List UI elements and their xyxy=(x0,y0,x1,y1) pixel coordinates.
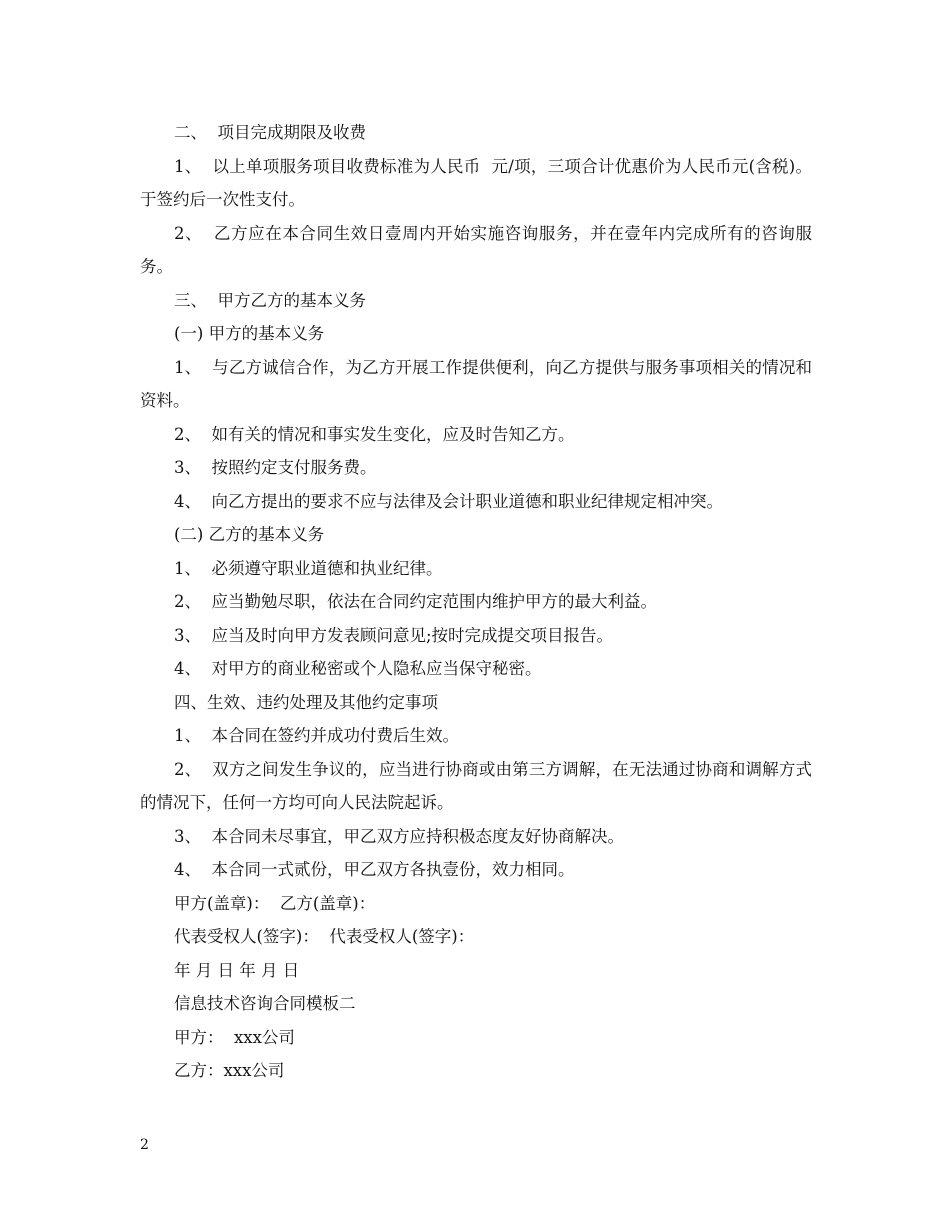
clause-a-2: 2、 如有关的情况和事实发生变化，应及时告知乙方。 xyxy=(174,424,575,444)
clause-a-3: 3、 按照约定支付服务费。 xyxy=(174,458,377,477)
party-b-name: 乙方：xxx公司 xyxy=(174,1061,285,1080)
clause-4-3: 3、 本合同未尽事宜，甲乙双方应持积极态度友好协商解决。 xyxy=(174,826,624,846)
clause-2-2: 2、 乙方应在本合同生效日壹周内开始实施咨询服务，并在壹年内完成所有的咨询服务。 xyxy=(140,223,812,276)
clause-4-4: 4、 本合同一式贰份，甲乙双方各执壹份，效力相同。 xyxy=(174,860,575,879)
template-two-title: 信息技术咨询合同模板二 xyxy=(174,994,356,1013)
section-heading-3: 三、 甲方乙方的基本义务 xyxy=(174,290,366,310)
clause-b-2: 2、 应当勤勉尽职，依法在合同约定范围内维护甲方的最大利益。 xyxy=(174,592,657,611)
clause-4-2: 2、 双方之间发生争议的，应当进行协商或由第三方调解，在无法通过协商和调解方式的情况下，任何一方均可向人民法院起诉。 xyxy=(140,759,812,812)
subsection-heading-party-a: (一) 甲方的基本义务 xyxy=(174,324,325,343)
clause-a-4: 4、 向乙方提出的要求不应与法律及会计职业道德和职业纪律规定相冲突。 xyxy=(174,491,723,511)
date-line: 年 月 日 年 月 日 xyxy=(174,960,300,980)
clause-a-1: 1、 与乙方诚信合作，为乙方开展工作提供便利，向乙方提供与服务事项相关的情况和资料。 xyxy=(140,357,812,410)
clause-2-1: 1、 以上单项服务项目收费标准为人民币 元/项，三项合计优惠价为人民币元(含税)。于签约后一次性支付。 xyxy=(140,156,812,209)
subsection-heading-party-b: (二) 乙方的基本义务 xyxy=(174,525,325,544)
clause-b-3: 3、 应当及时向甲方发表顾问意见;按时完成提交项目报告。 xyxy=(174,625,614,645)
clause-b-1: 1、 必须遵守职业道德和执业纪律。 xyxy=(174,558,443,578)
seal-line: 甲方(盖章)： 乙方(盖章)： xyxy=(174,893,376,913)
party-a-name: 甲方： xxx公司 xyxy=(174,1027,295,1047)
page-number: 2 xyxy=(140,1137,149,1153)
document-body xyxy=(140,116,812,1088)
clause-b-4: 4、 对甲方的商业秘密或个人隐私应当保守秘密。 xyxy=(174,659,542,678)
section-heading-4: 四、生效、违约处理及其他约定事项 xyxy=(174,692,438,712)
signature-line: 代表受权人(签字)： 代表受权人(签字)： xyxy=(174,927,475,946)
section-heading-2: 二、 项目完成期限及收费 xyxy=(174,123,366,142)
clause-4-1: 1、 本合同在签约并成功付费后生效。 xyxy=(174,726,459,745)
